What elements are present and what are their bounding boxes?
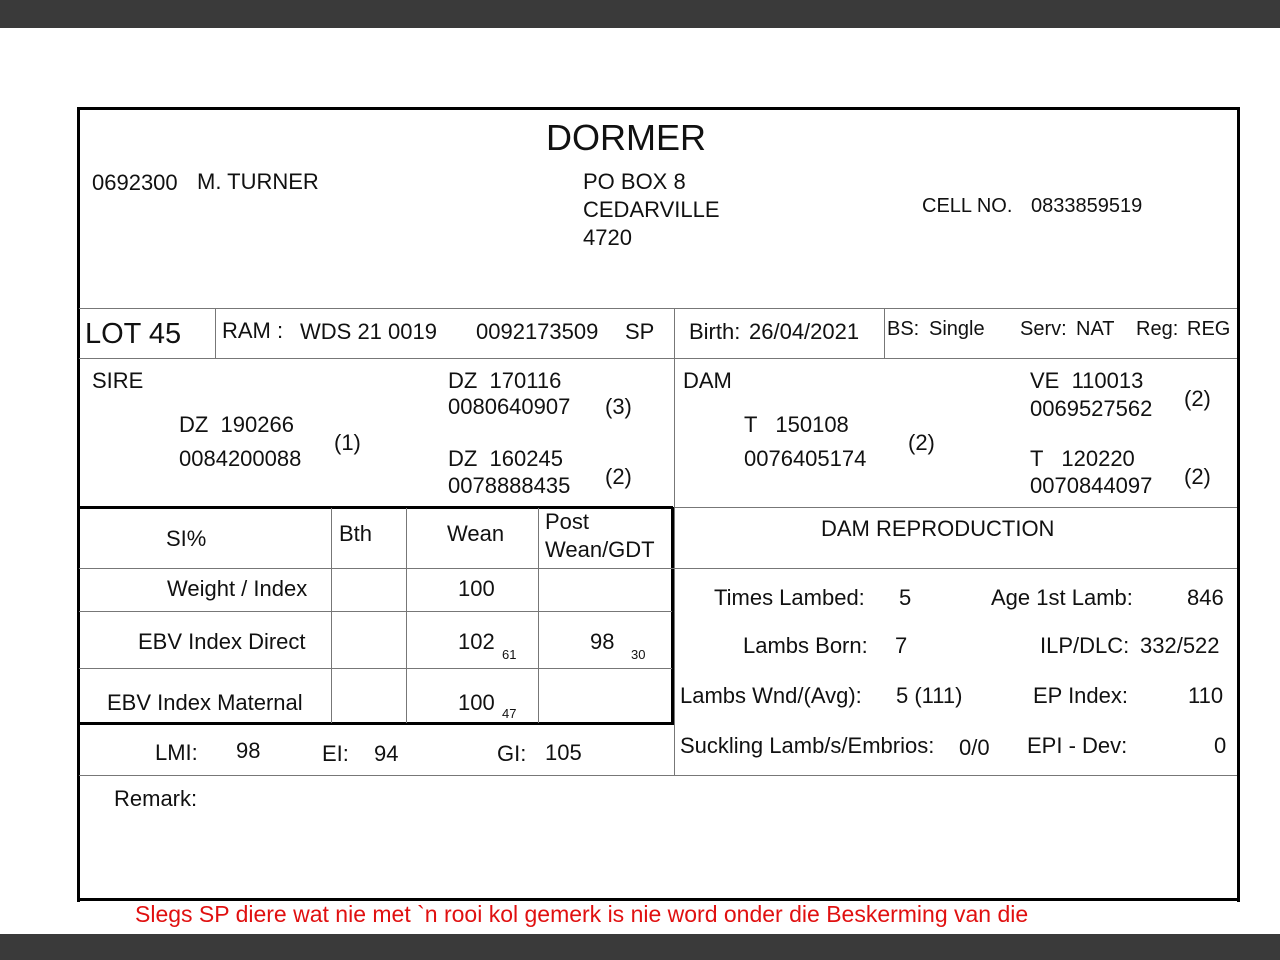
divider [674, 507, 1237, 508]
lambs-weaned-value: 5 (111) [896, 683, 963, 708]
post-header-line2: Wean/GDT [545, 537, 655, 562]
dam-sire-number: 0069527562 [1030, 396, 1153, 421]
lambs-born-value: 7 [895, 633, 908, 658]
birth-date: 26/04/2021 [749, 319, 860, 344]
age-first-lamb-value: 846 [1187, 585, 1224, 610]
ep-index-label: EP Index: [1033, 683, 1128, 708]
divider [406, 508, 407, 723]
ram-number: 0092173509 [476, 319, 599, 344]
divider [538, 508, 539, 723]
suckling-value: 0/0 [959, 735, 990, 760]
weight-index-wean: 100 [458, 576, 495, 601]
owner-name: M. TURNER [197, 169, 319, 194]
si-header: SI% [166, 526, 207, 551]
bth-header: Bth [339, 521, 373, 546]
reg-value: REG [1187, 318, 1231, 340]
bottom-bar [0, 934, 1280, 960]
sire-sire-number: 0080640907 [448, 394, 571, 419]
dam-dam-count: (2) [1184, 464, 1211, 489]
row-label-weight-index: Weight / Index [167, 576, 308, 601]
lmi-label: LMI: [155, 740, 198, 765]
dam-reproduction-title: DAM REPRODUCTION [821, 516, 1055, 541]
dam-number: 0076405174 [744, 446, 867, 471]
reg-label: Reg: [1136, 318, 1179, 340]
divider [79, 775, 1237, 776]
sire-number: 0084200088 [179, 446, 302, 471]
serv-label: Serv: [1020, 318, 1067, 340]
cell-number: 0833859519 [1031, 195, 1143, 217]
owner-address-line2: CEDARVILLE [583, 197, 720, 222]
ep-index-value: 110 [1188, 683, 1224, 708]
ebv-direct-post-accuracy: 30 [631, 647, 646, 662]
ebv-direct-wean-accuracy: 61 [502, 647, 517, 662]
si-table-bottom [79, 722, 673, 725]
cell-label: CELL NO. [922, 195, 1013, 217]
ram-grade: SP [625, 319, 655, 344]
dam-label: DAM [683, 368, 732, 393]
row-label-ebv-direct: EBV Index Direct [138, 629, 306, 654]
lambs-weaned-label: Lambs Wnd/(Avg): [680, 683, 862, 708]
sire-sire-id: DZ 170116 [448, 368, 562, 393]
ei-label: EI: [322, 741, 349, 766]
owner-postcode: 4720 [583, 225, 632, 250]
divider [79, 568, 1237, 569]
dam-count: (2) [908, 430, 935, 455]
lambs-born-label: Lambs Born: [743, 633, 868, 658]
top-bar [0, 0, 1280, 28]
breed-title: DORMER [546, 117, 706, 158]
sire-sire-count: (3) [605, 394, 632, 419]
divider [215, 308, 216, 358]
bs-value: Single [929, 318, 985, 340]
owner-code: 0692300 [92, 170, 178, 195]
divider [79, 308, 1237, 309]
dam-dam-number: 0070844097 [1030, 473, 1153, 498]
divider [79, 668, 672, 669]
ebv-maternal-wean: 100 [458, 690, 495, 715]
lmi-value: 98 [236, 738, 261, 763]
wean-header: Wean [447, 521, 505, 546]
ebv-maternal-wean-accuracy: 47 [502, 706, 517, 721]
sire-id: DZ 190266 [179, 412, 294, 437]
bs-label: BS: [887, 318, 920, 340]
dam-sire-id: VE 110013 [1030, 368, 1144, 393]
sire-dam-number: 0078888435 [448, 473, 571, 498]
birth-label: Birth: [689, 319, 741, 344]
ei-value: 94 [374, 741, 399, 766]
owner-address-line1: PO BOX 8 [583, 169, 686, 194]
footer-note: Slegs SP diere wat nie met `n rooi kol gemerk is nie word onder die Beskerming van die [135, 901, 1029, 927]
post-header-line1: Post [545, 509, 590, 534]
age-first-lamb-label: Age 1st Lamb: [991, 585, 1133, 610]
divider [79, 358, 1237, 359]
ram-label: RAM : [222, 318, 284, 343]
gi-value: 105 [545, 740, 582, 765]
lot-number: LOT 45 [85, 318, 182, 350]
times-lambed-value: 5 [899, 585, 912, 610]
gi-label: GI: [497, 741, 527, 766]
times-lambed-label: Times Lambed: [714, 585, 865, 610]
sire-count: (1) [334, 430, 361, 455]
frame-top [77, 107, 1240, 110]
divider [79, 611, 672, 612]
epi-dev-value: 0 [1214, 733, 1227, 758]
divider [674, 308, 675, 775]
sire-label: SIRE [92, 368, 144, 393]
row-label-ebv-maternal: EBV Index Maternal [107, 690, 303, 715]
frame-right [1237, 107, 1240, 902]
dam-dam-id: T 120220 [1030, 446, 1135, 471]
frame-left [77, 107, 80, 902]
ram-id: WDS 21 0019 [300, 319, 437, 344]
ilp-dlc-value: 332/522 [1140, 633, 1220, 658]
ebv-direct-post: 98 [590, 629, 615, 654]
ilp-dlc-label: ILP/DLC: [1040, 633, 1130, 658]
sire-dam-count: (2) [605, 464, 632, 489]
dam-sire-count: (2) [1184, 386, 1211, 411]
epi-dev-label: EPI - Dev: [1027, 733, 1128, 758]
divider [884, 308, 885, 358]
si-table-right [671, 507, 674, 725]
suckling-label: Suckling Lamb/s/Embrios: [680, 733, 935, 758]
sire-dam-id: DZ 160245 [448, 446, 563, 471]
divider [331, 508, 332, 723]
ebv-direct-wean: 102 [458, 629, 495, 654]
remark-label: Remark: [114, 786, 198, 811]
dam-id: T 150108 [744, 412, 849, 437]
serv-value: NAT [1076, 318, 1115, 340]
